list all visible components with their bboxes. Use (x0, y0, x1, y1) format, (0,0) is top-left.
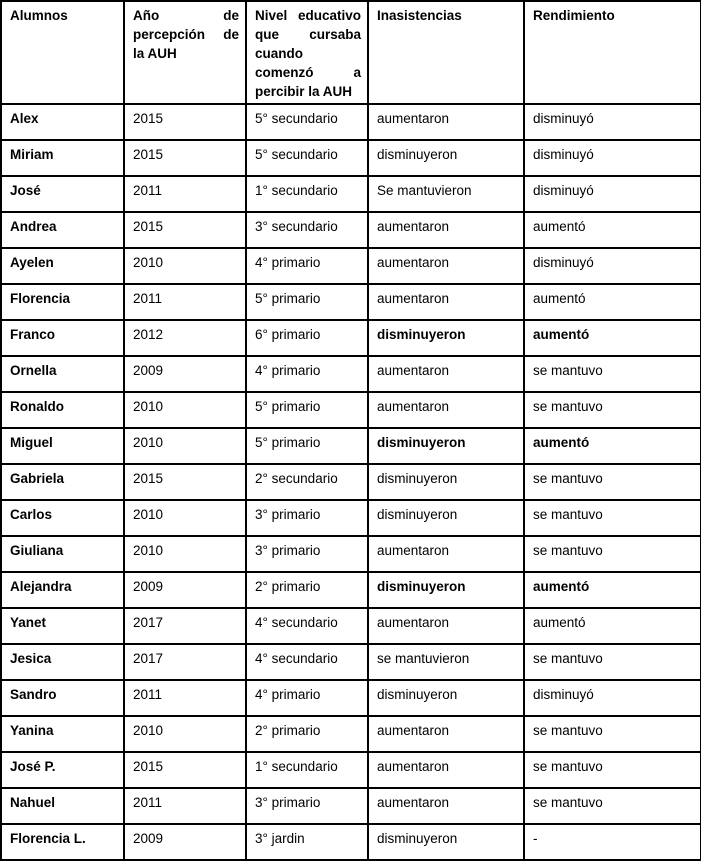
cell-inasistencias: aumentaron (368, 212, 524, 248)
cell-nivel-educativo: 4° secundario (246, 644, 368, 680)
cell-alumno: Gabriela (1, 464, 124, 500)
cell-alumno: Florencia L. (1, 824, 124, 860)
cell-anio-percepcion: 2010 (124, 500, 246, 536)
cell-alumno: Franco (1, 320, 124, 356)
table-row (1, 356, 701, 392)
cell-nivel-educativo: 2° secundario (246, 464, 368, 500)
cell-rendimiento: se mantuvo (524, 464, 701, 500)
cell-alumno: Miguel (1, 428, 124, 464)
header-row (1, 1, 701, 104)
table-row (1, 212, 701, 248)
cell-rendimiento: se mantuvo (524, 500, 701, 536)
table-row (1, 176, 701, 212)
header-cell-nivel-educativo: Nivel educativo que cursaba cuando comenzó a percibir la AUH (246, 1, 368, 104)
cell-anio-percepcion: 2015 (124, 104, 246, 140)
cell-rendimiento: disminuyó (524, 104, 701, 140)
cell-alumno: Giuliana (1, 536, 124, 572)
cell-nivel-educativo: 1° secundario (246, 176, 368, 212)
cell-inasistencias: aumentaron (368, 248, 524, 284)
table-row (1, 752, 701, 788)
cell-rendimiento: disminuyó (524, 176, 701, 212)
cell-rendimiento: se mantuvo (524, 536, 701, 572)
cell-rendimiento: aumentó (524, 284, 701, 320)
cell-inasistencias: aumentaron (368, 788, 524, 824)
cell-nivel-educativo: 4° primario (246, 248, 368, 284)
cell-nivel-educativo: 5° secundario (246, 104, 368, 140)
cell-rendimiento: se mantuvo (524, 392, 701, 428)
cell-inasistencias: aumentaron (368, 104, 524, 140)
cell-anio-percepcion: 2011 (124, 788, 246, 824)
cell-rendimiento: aumentó (524, 212, 701, 248)
cell-alumno: Andrea (1, 212, 124, 248)
table-row (1, 140, 701, 176)
cell-nivel-educativo: 3° primario (246, 500, 368, 536)
table-row (1, 320, 701, 356)
cell-inasistencias: se mantuvieron (368, 644, 524, 680)
cell-alumno: Alex (1, 104, 124, 140)
table-body (1, 104, 701, 860)
cell-rendimiento: se mantuvo (524, 356, 701, 392)
cell-inasistencias: disminuyeron (368, 680, 524, 716)
table-header (1, 1, 701, 104)
cell-rendimiento: se mantuvo (524, 752, 701, 788)
cell-inasistencias: disminuyeron (368, 320, 524, 356)
cell-nivel-educativo: 4° primario (246, 356, 368, 392)
cell-inasistencias: aumentaron (368, 752, 524, 788)
cell-rendimiento: aumentó (524, 608, 701, 644)
cell-nivel-educativo: 5° primario (246, 428, 368, 464)
cell-nivel-educativo: 3° jardin (246, 824, 368, 860)
table-row (1, 608, 701, 644)
table-row (1, 536, 701, 572)
cell-rendimiento: aumentó (524, 572, 701, 608)
cell-inasistencias: Se mantuvieron (368, 176, 524, 212)
cell-anio-percepcion: 2010 (124, 248, 246, 284)
cell-inasistencias: aumentaron (368, 356, 524, 392)
cell-inasistencias: disminuyeron (368, 140, 524, 176)
header-cell-alumnos: Alumnos (1, 1, 124, 104)
cell-anio-percepcion: 2015 (124, 212, 246, 248)
cell-anio-percepcion: 2011 (124, 680, 246, 716)
cell-alumno: Ayelen (1, 248, 124, 284)
cell-alumno: Miriam (1, 140, 124, 176)
table-row (1, 644, 701, 680)
header-cell-rendimiento: Rendimiento (524, 1, 701, 104)
cell-alumno: Sandro (1, 680, 124, 716)
cell-anio-percepcion: 2009 (124, 824, 246, 860)
table-row (1, 428, 701, 464)
cell-inasistencias: disminuyeron (368, 500, 524, 536)
cell-alumno: Alejandra (1, 572, 124, 608)
cell-alumno: Carlos (1, 500, 124, 536)
cell-alumno: Yanet (1, 608, 124, 644)
cell-anio-percepcion: 2010 (124, 536, 246, 572)
cell-anio-percepcion: 2015 (124, 464, 246, 500)
cell-anio-percepcion: 2010 (124, 392, 246, 428)
cell-anio-percepcion: 2015 (124, 140, 246, 176)
cell-nivel-educativo: 4° secundario (246, 608, 368, 644)
cell-inasistencias: disminuyeron (368, 572, 524, 608)
cell-rendimiento: disminuyó (524, 680, 701, 716)
cell-anio-percepcion: 2010 (124, 428, 246, 464)
cell-rendimiento: se mantuvo (524, 788, 701, 824)
cell-nivel-educativo: 5° primario (246, 392, 368, 428)
table-row (1, 788, 701, 824)
cell-anio-percepcion: 2017 (124, 608, 246, 644)
cell-rendimiento: disminuyó (524, 140, 701, 176)
table-row (1, 284, 701, 320)
table-row (1, 248, 701, 284)
cell-alumno: Yanina (1, 716, 124, 752)
table-row (1, 464, 701, 500)
cell-rendimiento: se mantuvo (524, 644, 701, 680)
cell-alumno: Florencia (1, 284, 124, 320)
cell-nivel-educativo: 3° primario (246, 536, 368, 572)
table-row (1, 680, 701, 716)
cell-alumno: Jesica (1, 644, 124, 680)
cell-nivel-educativo: 3° primario (246, 788, 368, 824)
cell-anio-percepcion: 2012 (124, 320, 246, 356)
cell-anio-percepcion: 2009 (124, 356, 246, 392)
table-row (1, 824, 701, 860)
cell-anio-percepcion: 2010 (124, 716, 246, 752)
cell-inasistencias: disminuyeron (368, 464, 524, 500)
cell-alumno: José (1, 176, 124, 212)
table-row (1, 104, 701, 140)
cell-rendimiento: se mantuvo (524, 716, 701, 752)
cell-anio-percepcion: 2017 (124, 644, 246, 680)
cell-nivel-educativo: 5° secundario (246, 140, 368, 176)
header-cell-inasistencias: Inasistencias (368, 1, 524, 104)
table-row (1, 500, 701, 536)
cell-rendimiento: aumentó (524, 320, 701, 356)
cell-anio-percepcion: 2009 (124, 572, 246, 608)
cell-alumno: Nahuel (1, 788, 124, 824)
cell-anio-percepcion: 2011 (124, 176, 246, 212)
cell-alumno: Ronaldo (1, 392, 124, 428)
cell-nivel-educativo: 1° secundario (246, 752, 368, 788)
cell-inasistencias: aumentaron (368, 608, 524, 644)
header-cell-anio-percepcion: Año de percepción de la AUH (124, 1, 246, 104)
cell-inasistencias: disminuyeron (368, 824, 524, 860)
table-row (1, 572, 701, 608)
cell-alumno: José P. (1, 752, 124, 788)
cell-inasistencias: aumentaron (368, 392, 524, 428)
cell-rendimiento: disminuyó (524, 248, 701, 284)
cell-rendimiento: - (524, 824, 701, 860)
cell-anio-percepcion: 2011 (124, 284, 246, 320)
cell-rendimiento: aumentó (524, 428, 701, 464)
cell-alumno: Ornella (1, 356, 124, 392)
cell-nivel-educativo: 5° primario (246, 284, 368, 320)
cell-inasistencias: aumentaron (368, 284, 524, 320)
cell-nivel-educativo: 3° secundario (246, 212, 368, 248)
cell-anio-percepcion: 2015 (124, 752, 246, 788)
table-row (1, 716, 701, 752)
cell-nivel-educativo: 2° primario (246, 572, 368, 608)
cell-inasistencias: disminuyeron (368, 428, 524, 464)
cell-nivel-educativo: 2° primario (246, 716, 368, 752)
cell-inasistencias: aumentaron (368, 536, 524, 572)
cell-inasistencias: aumentaron (368, 716, 524, 752)
table-row (1, 392, 701, 428)
cell-nivel-educativo: 6° primario (246, 320, 368, 356)
cell-nivel-educativo: 4° primario (246, 680, 368, 716)
